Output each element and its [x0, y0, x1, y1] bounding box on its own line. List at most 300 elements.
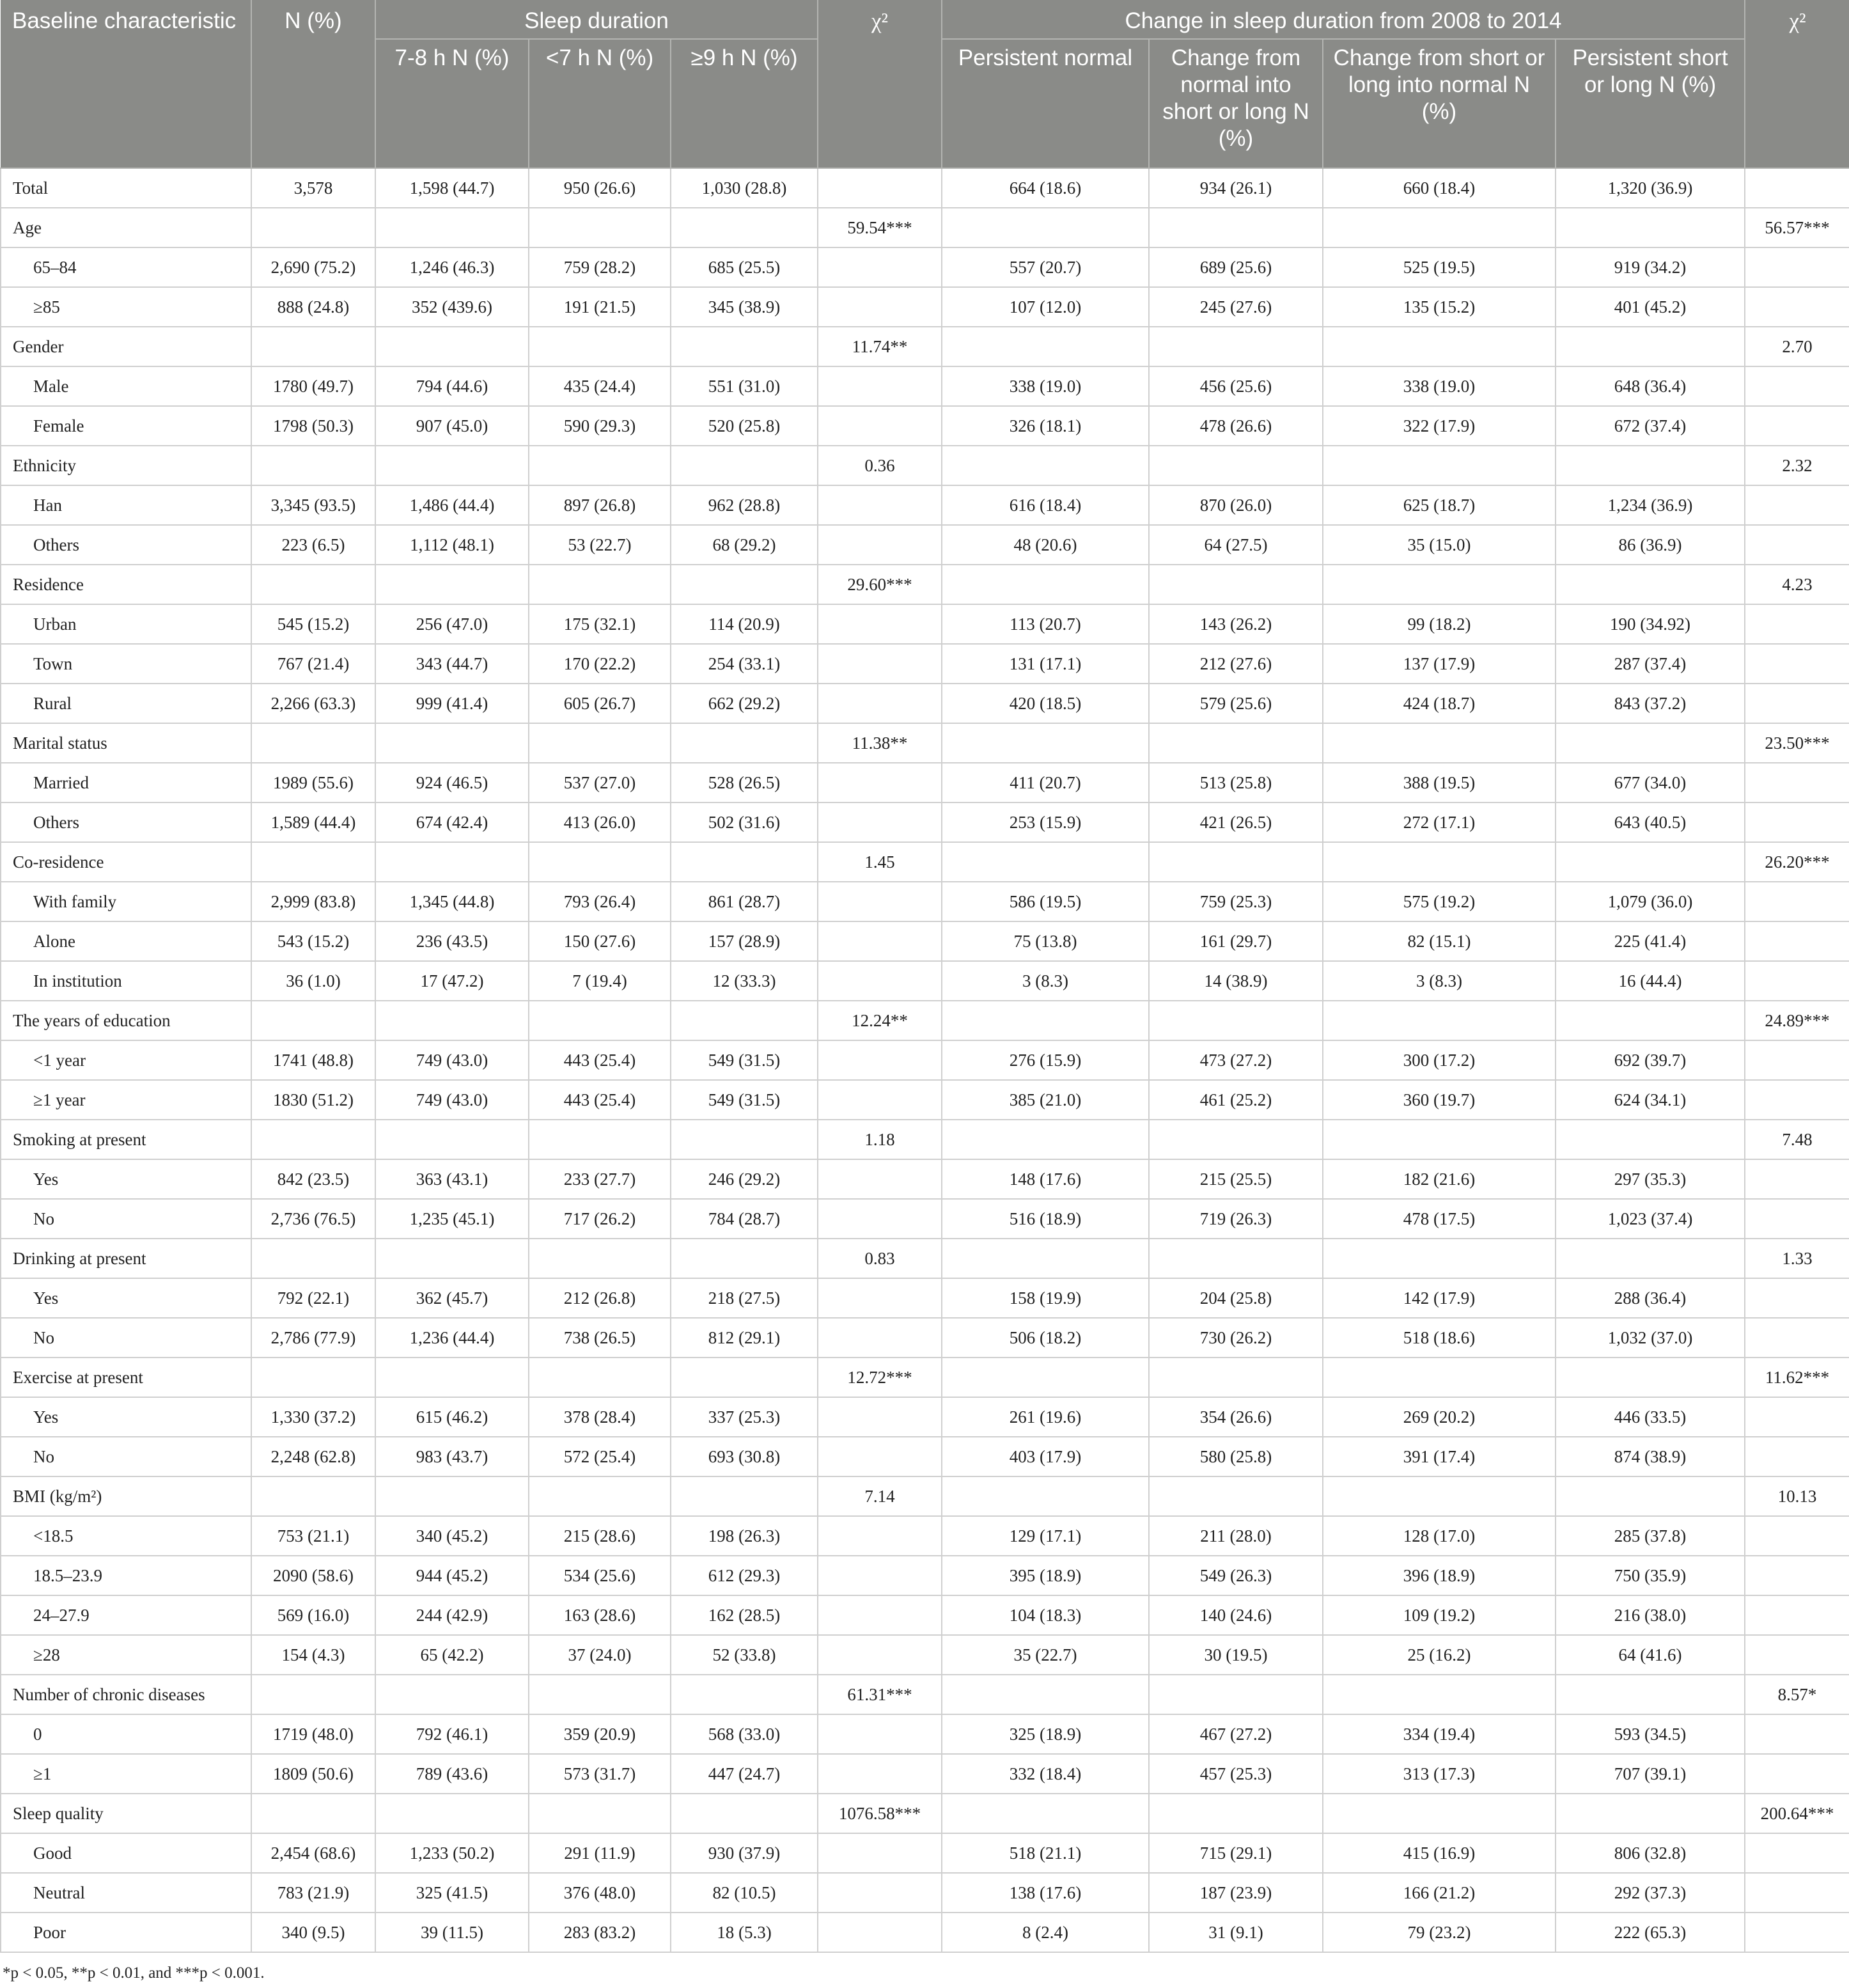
- cell-persistent-normal: [942, 1476, 1149, 1516]
- cell-n-pct: 340 (9.5): [251, 1913, 375, 1952]
- cell-sd-7-8h: [375, 1476, 529, 1516]
- cell-sd-lt7h: 717 (26.2): [529, 1199, 671, 1239]
- cell-normal-to-short-long: 730 (26.2): [1149, 1318, 1323, 1358]
- cell-persistent-short-long: 285 (37.8): [1556, 1516, 1745, 1556]
- cell-sd-ge9h: 157 (28.9): [671, 921, 818, 961]
- cell-sd-ge9h: 447 (24.7): [671, 1754, 818, 1794]
- table-row: [1, 406, 1849, 446]
- table-row: [1, 485, 1849, 525]
- table-row: [1, 1199, 1849, 1239]
- row-label: Number of chronic diseases: [1, 1675, 251, 1714]
- cell-sd-ge9h: 12 (33.3): [671, 961, 818, 1001]
- cell-persistent-short-long: [1556, 1239, 1745, 1278]
- cell-persistent-normal: 261 (19.6): [942, 1397, 1149, 1437]
- cell-persistent-normal: [942, 208, 1149, 247]
- cell-chi2-sleep: [818, 287, 942, 327]
- cell-sd-ge9h: 784 (28.7): [671, 1199, 818, 1239]
- cell-normal-to-short-long: 478 (26.6): [1149, 406, 1323, 446]
- cell-chi2-change: [1745, 525, 1849, 565]
- cell-persistent-short-long: 16 (44.4): [1556, 961, 1745, 1001]
- cell-chi2-change: [1745, 1595, 1849, 1635]
- cell-chi2-change: [1745, 684, 1849, 723]
- row-label: Alone: [1, 921, 251, 961]
- row-label: Others: [1, 802, 251, 842]
- category-row: [1, 565, 1849, 604]
- cell-chi2-change: 1.33: [1745, 1239, 1849, 1278]
- cell-persistent-normal: 332 (18.4): [942, 1754, 1149, 1794]
- cell-chi2-change: [1745, 882, 1849, 921]
- cell-chi2-change: [1745, 1080, 1849, 1120]
- row-label: Sleep quality: [1, 1794, 251, 1833]
- cell-normal-to-short-long: 161 (29.7): [1149, 921, 1323, 961]
- cell-sd-7-8h: 944 (45.2): [375, 1556, 529, 1595]
- header-sd-lt7h: <7 h N (%): [529, 39, 671, 168]
- cell-sd-lt7h: 435 (24.4): [529, 366, 671, 406]
- cell-persistent-short-long: 297 (35.3): [1556, 1159, 1745, 1199]
- cell-normal-to-short-long: 549 (26.3): [1149, 1556, 1323, 1595]
- cell-n-pct: [251, 723, 375, 763]
- cell-sd-lt7h: [529, 1001, 671, 1040]
- cell-short-long-to-normal: 79 (23.2): [1323, 1913, 1556, 1952]
- cell-sd-lt7h: 212 (26.8): [529, 1278, 671, 1318]
- cell-normal-to-short-long: 870 (26.0): [1149, 485, 1323, 525]
- cell-persistent-short-long: 216 (38.0): [1556, 1595, 1745, 1635]
- cell-chi2-change: [1745, 485, 1849, 525]
- cell-persistent-normal: [942, 1675, 1149, 1714]
- table-row: [1, 1635, 1849, 1675]
- cell-persistent-normal: 325 (18.9): [942, 1714, 1149, 1754]
- cell-normal-to-short-long: 215 (25.5): [1149, 1159, 1323, 1199]
- cell-n-pct: 1719 (48.0): [251, 1714, 375, 1754]
- cell-chi2-sleep: [818, 604, 942, 644]
- cell-persistent-short-long: 292 (37.3): [1556, 1873, 1745, 1913]
- cell-n-pct: 767 (21.4): [251, 644, 375, 684]
- cell-persistent-normal: 385 (21.0): [942, 1080, 1149, 1120]
- cell-n-pct: [251, 446, 375, 485]
- cell-chi2-sleep: [818, 1437, 942, 1476]
- cell-normal-to-short-long: [1149, 1001, 1323, 1040]
- cell-sd-ge9h: [671, 208, 818, 247]
- cell-short-long-to-normal: 166 (21.2): [1323, 1873, 1556, 1913]
- row-label: Co-residence: [1, 842, 251, 882]
- category-row: [1, 1794, 1849, 1833]
- cell-sd-7-8h: 792 (46.1): [375, 1714, 529, 1754]
- row-label: Neutral: [1, 1873, 251, 1913]
- cell-sd-lt7h: 413 (26.0): [529, 802, 671, 842]
- cell-persistent-short-long: [1556, 1358, 1745, 1397]
- cell-persistent-short-long: 1,234 (36.9): [1556, 485, 1745, 525]
- cell-sd-lt7h: [529, 1358, 671, 1397]
- cell-chi2-change: [1745, 961, 1849, 1001]
- header-n-pct: N (%): [251, 0, 375, 168]
- cell-persistent-normal: 586 (19.5): [942, 882, 1149, 921]
- row-label: ≥1: [1, 1754, 251, 1794]
- cell-n-pct: 842 (23.5): [251, 1159, 375, 1199]
- cell-persistent-normal: [942, 1358, 1149, 1397]
- cell-persistent-short-long: 750 (35.9): [1556, 1556, 1745, 1595]
- cell-sd-lt7h: 950 (26.6): [529, 168, 671, 208]
- cell-short-long-to-normal: 360 (19.7): [1323, 1080, 1556, 1120]
- cell-chi2-sleep: [818, 1040, 942, 1080]
- cell-persistent-short-long: [1556, 1476, 1745, 1516]
- cell-normal-to-short-long: 354 (26.6): [1149, 1397, 1323, 1437]
- cell-sd-7-8h: [375, 327, 529, 366]
- cell-normal-to-short-long: 759 (25.3): [1149, 882, 1323, 921]
- cell-chi2-sleep: [818, 763, 942, 802]
- cell-sd-lt7h: 7 (19.4): [529, 961, 671, 1001]
- table-row: [1, 287, 1849, 327]
- cell-n-pct: 569 (16.0): [251, 1595, 375, 1635]
- cell-sd-7-8h: 615 (46.2): [375, 1397, 529, 1437]
- cell-normal-to-short-long: 245 (27.6): [1149, 287, 1323, 327]
- cell-normal-to-short-long: 14 (38.9): [1149, 961, 1323, 1001]
- cell-chi2-sleep: [818, 406, 942, 446]
- table-row: [1, 1833, 1849, 1873]
- cell-chi2-change: [1745, 1318, 1849, 1358]
- cell-persistent-normal: 338 (19.0): [942, 366, 1149, 406]
- cell-persistent-short-long: 190 (34.92): [1556, 604, 1745, 644]
- cell-n-pct: 888 (24.8): [251, 287, 375, 327]
- cell-sd-lt7h: [529, 1476, 671, 1516]
- row-label: <18.5: [1, 1516, 251, 1556]
- cell-n-pct: 36 (1.0): [251, 961, 375, 1001]
- row-label: Town: [1, 644, 251, 684]
- cell-normal-to-short-long: [1149, 208, 1323, 247]
- cell-short-long-to-normal: 182 (21.6): [1323, 1159, 1556, 1199]
- cell-chi2-change: 11.62***: [1745, 1358, 1849, 1397]
- cell-sd-7-8h: [375, 208, 529, 247]
- table-row: [1, 525, 1849, 565]
- cell-sd-ge9h: 254 (33.1): [671, 644, 818, 684]
- cell-chi2-change: [1745, 287, 1849, 327]
- cell-persistent-short-long: 919 (34.2): [1556, 247, 1745, 287]
- cell-chi2-sleep: 1.45: [818, 842, 942, 882]
- row-label: Han: [1, 485, 251, 525]
- cell-short-long-to-normal: 334 (19.4): [1323, 1714, 1556, 1754]
- cell-persistent-short-long: 1,023 (37.4): [1556, 1199, 1745, 1239]
- table-row: [1, 604, 1849, 644]
- row-label: <1 year: [1, 1040, 251, 1080]
- cell-sd-7-8h: [375, 1239, 529, 1278]
- cell-persistent-short-long: [1556, 327, 1745, 366]
- cell-sd-7-8h: [375, 1001, 529, 1040]
- cell-persistent-normal: 664 (18.6): [942, 168, 1149, 208]
- row-label: BMI (kg/m²): [1, 1476, 251, 1516]
- cell-persistent-normal: 616 (18.4): [942, 485, 1149, 525]
- cell-normal-to-short-long: 461 (25.2): [1149, 1080, 1323, 1120]
- cell-persistent-normal: [942, 1794, 1149, 1833]
- row-label: Residence: [1, 565, 251, 604]
- cell-chi2-sleep: [818, 1278, 942, 1318]
- cell-sd-7-8h: 343 (44.7): [375, 644, 529, 684]
- row-label: 65–84: [1, 247, 251, 287]
- cell-normal-to-short-long: 457 (25.3): [1149, 1754, 1323, 1794]
- cell-sd-7-8h: 983 (43.7): [375, 1437, 529, 1476]
- cell-sd-7-8h: 39 (11.5): [375, 1913, 529, 1952]
- cell-persistent-short-long: [1556, 1794, 1745, 1833]
- row-label: Poor: [1, 1913, 251, 1952]
- cell-normal-to-short-long: 211 (28.0): [1149, 1516, 1323, 1556]
- cell-persistent-normal: 48 (20.6): [942, 525, 1149, 565]
- cell-short-long-to-normal: 128 (17.0): [1323, 1516, 1556, 1556]
- header-normal-to-short-long: Change from normal into short or long N (%): [1149, 39, 1323, 168]
- category-row: [1, 842, 1849, 882]
- cell-sd-7-8h: 236 (43.5): [375, 921, 529, 961]
- cell-sd-7-8h: 999 (41.4): [375, 684, 529, 723]
- cell-chi2-change: [1745, 1556, 1849, 1595]
- cell-sd-lt7h: 53 (22.7): [529, 525, 671, 565]
- cell-n-pct: [251, 565, 375, 604]
- cell-sd-ge9h: [671, 1358, 818, 1397]
- cell-chi2-change: [1745, 802, 1849, 842]
- cell-short-long-to-normal: [1323, 565, 1556, 604]
- cell-sd-7-8h: [375, 1120, 529, 1159]
- header-sd-7-8h: 7-8 h N (%): [375, 39, 529, 168]
- cell-chi2-sleep: [818, 1635, 942, 1675]
- table-row: [1, 1556, 1849, 1595]
- cell-normal-to-short-long: 456 (25.6): [1149, 366, 1323, 406]
- row-label: Urban: [1, 604, 251, 644]
- cell-sd-7-8h: 256 (47.0): [375, 604, 529, 644]
- cell-persistent-short-long: 1,079 (36.0): [1556, 882, 1745, 921]
- cell-sd-lt7h: 443 (25.4): [529, 1080, 671, 1120]
- cell-chi2-change: [1745, 406, 1849, 446]
- table-row: [1, 1873, 1849, 1913]
- cell-sd-ge9h: 520 (25.8): [671, 406, 818, 446]
- cell-short-long-to-normal: 575 (19.2): [1323, 882, 1556, 921]
- cell-persistent-normal: 35 (22.7): [942, 1635, 1149, 1675]
- table-row: [1, 921, 1849, 961]
- cell-short-long-to-normal: 625 (18.7): [1323, 485, 1556, 525]
- cell-persistent-short-long: 446 (33.5): [1556, 1397, 1745, 1437]
- cell-n-pct: [251, 1358, 375, 1397]
- cell-normal-to-short-long: [1149, 723, 1323, 763]
- cell-persistent-normal: 107 (12.0): [942, 287, 1149, 327]
- cell-chi2-sleep: [818, 644, 942, 684]
- row-label: No: [1, 1318, 251, 1358]
- cell-short-long-to-normal: 35 (15.0): [1323, 525, 1556, 565]
- cell-sd-7-8h: 1,236 (44.4): [375, 1318, 529, 1358]
- cell-sd-lt7h: 573 (31.7): [529, 1754, 671, 1794]
- cell-persistent-normal: 420 (18.5): [942, 684, 1149, 723]
- row-label: 0: [1, 1714, 251, 1754]
- cell-persistent-short-long: 1,320 (36.9): [1556, 168, 1745, 208]
- cell-n-pct: 2090 (58.6): [251, 1556, 375, 1595]
- cell-short-long-to-normal: 424 (18.7): [1323, 684, 1556, 723]
- cell-n-pct: 1809 (50.6): [251, 1754, 375, 1794]
- category-row: [1, 327, 1849, 366]
- cell-sd-ge9h: 246 (29.2): [671, 1159, 818, 1199]
- cell-sd-ge9h: [671, 327, 818, 366]
- cell-persistent-normal: [942, 446, 1149, 485]
- cell-sd-lt7h: 537 (27.0): [529, 763, 671, 802]
- cell-persistent-normal: 158 (19.9): [942, 1278, 1149, 1318]
- cell-chi2-change: [1745, 1873, 1849, 1913]
- cell-persistent-short-long: 593 (34.5): [1556, 1714, 1745, 1754]
- table-body: [1, 168, 1849, 1952]
- cell-n-pct: 3,345 (93.5): [251, 485, 375, 525]
- row-label: ≥85: [1, 287, 251, 327]
- cell-sd-lt7h: [529, 208, 671, 247]
- cell-sd-7-8h: [375, 1358, 529, 1397]
- row-label: Ethnicity: [1, 446, 251, 485]
- cell-sd-7-8h: [375, 446, 529, 485]
- cell-persistent-normal: 138 (17.6): [942, 1873, 1149, 1913]
- cell-sd-ge9h: 82 (10.5): [671, 1873, 818, 1913]
- cell-chi2-change: 26.20***: [1745, 842, 1849, 882]
- cell-sd-7-8h: [375, 1794, 529, 1833]
- cell-sd-lt7h: 170 (22.2): [529, 644, 671, 684]
- table-row: [1, 763, 1849, 802]
- cell-sd-lt7h: 793 (26.4): [529, 882, 671, 921]
- cell-chi2-change: [1745, 1437, 1849, 1476]
- header-chi2-change: χ²: [1745, 0, 1849, 168]
- cell-sd-7-8h: 794 (44.6): [375, 366, 529, 406]
- cell-short-long-to-normal: 388 (19.5): [1323, 763, 1556, 802]
- cell-sd-7-8h: 244 (42.9): [375, 1595, 529, 1635]
- cell-persistent-normal: 131 (17.1): [942, 644, 1149, 684]
- cell-persistent-short-long: 677 (34.0): [1556, 763, 1745, 802]
- cell-normal-to-short-long: 467 (27.2): [1149, 1714, 1323, 1754]
- cell-chi2-change: [1745, 921, 1849, 961]
- cell-persistent-short-long: 401 (45.2): [1556, 287, 1745, 327]
- cell-chi2-sleep: [818, 1873, 942, 1913]
- cell-n-pct: [251, 1476, 375, 1516]
- table-row: [1, 802, 1849, 842]
- cell-short-long-to-normal: 525 (19.5): [1323, 247, 1556, 287]
- cell-persistent-short-long: 288 (36.4): [1556, 1278, 1745, 1318]
- header-sd-ge9h: ≥9 h N (%): [671, 39, 818, 168]
- cell-normal-to-short-long: 579 (25.6): [1149, 684, 1323, 723]
- table-row: [1, 247, 1849, 287]
- header-short-long-to-normal: Change from short or long into normal N (%): [1323, 39, 1556, 168]
- cell-persistent-normal: 403 (17.9): [942, 1437, 1149, 1476]
- cell-chi2-sleep: [818, 1595, 942, 1635]
- cell-chi2-sleep: 12.72***: [818, 1358, 942, 1397]
- cell-persistent-short-long: 806 (32.8): [1556, 1833, 1745, 1873]
- cell-persistent-normal: 75 (13.8): [942, 921, 1149, 961]
- table-row: [1, 644, 1849, 684]
- cell-chi2-sleep: 0.36: [818, 446, 942, 485]
- cell-sd-7-8h: 352 (439.6): [375, 287, 529, 327]
- cell-short-long-to-normal: [1323, 1358, 1556, 1397]
- row-label: In institution: [1, 961, 251, 1001]
- cell-short-long-to-normal: [1323, 1120, 1556, 1159]
- cell-normal-to-short-long: 689 (25.6): [1149, 247, 1323, 287]
- cell-short-long-to-normal: [1323, 1476, 1556, 1516]
- cell-n-pct: 1,589 (44.4): [251, 802, 375, 842]
- row-label: Gender: [1, 327, 251, 366]
- table-row: [1, 1159, 1849, 1199]
- cell-sd-lt7h: [529, 842, 671, 882]
- cell-chi2-sleep: [818, 1714, 942, 1754]
- category-row: [1, 1120, 1849, 1159]
- cell-persistent-normal: 276 (15.9): [942, 1040, 1149, 1080]
- cell-persistent-normal: 411 (20.7): [942, 763, 1149, 802]
- cell-chi2-sleep: 1.18: [818, 1120, 942, 1159]
- table-row: [1, 1913, 1849, 1952]
- cell-n-pct: 2,248 (62.8): [251, 1437, 375, 1476]
- cell-sd-7-8h: 1,235 (45.1): [375, 1199, 529, 1239]
- cell-short-long-to-normal: 415 (16.9): [1323, 1833, 1556, 1873]
- cell-short-long-to-normal: [1323, 327, 1556, 366]
- cell-sd-lt7h: [529, 1120, 671, 1159]
- cell-short-long-to-normal: 137 (17.9): [1323, 644, 1556, 684]
- category-row: [1, 723, 1849, 763]
- cell-n-pct: 223 (6.5): [251, 525, 375, 565]
- cell-sd-ge9h: 337 (25.3): [671, 1397, 818, 1437]
- cell-chi2-sleep: [818, 1159, 942, 1199]
- cell-chi2-change: [1745, 1714, 1849, 1754]
- cell-sd-7-8h: 789 (43.6): [375, 1754, 529, 1794]
- cell-n-pct: 3,578: [251, 168, 375, 208]
- cell-chi2-change: 23.50***: [1745, 723, 1849, 763]
- category-row: [1, 208, 1849, 247]
- cell-normal-to-short-long: 30 (19.5): [1149, 1635, 1323, 1675]
- cell-chi2-change: [1745, 1040, 1849, 1080]
- cell-n-pct: 2,266 (63.3): [251, 684, 375, 723]
- cell-n-pct: 2,736 (76.5): [251, 1199, 375, 1239]
- cell-sd-lt7h: 897 (26.8): [529, 485, 671, 525]
- cell-normal-to-short-long: 212 (27.6): [1149, 644, 1323, 684]
- cell-sd-lt7h: 175 (32.1): [529, 604, 671, 644]
- cell-persistent-normal: 129 (17.1): [942, 1516, 1149, 1556]
- table-row: [1, 684, 1849, 723]
- cell-chi2-change: 24.89***: [1745, 1001, 1849, 1040]
- cell-persistent-short-long: 222 (65.3): [1556, 1913, 1745, 1952]
- cell-persistent-normal: 395 (18.9): [942, 1556, 1149, 1595]
- cell-short-long-to-normal: [1323, 1239, 1556, 1278]
- cell-sd-ge9h: [671, 1476, 818, 1516]
- category-row: [1, 1675, 1849, 1714]
- cell-sd-ge9h: 812 (29.1): [671, 1318, 818, 1358]
- header-persistent-normal: Persistent normal: [942, 39, 1149, 168]
- row-label: Rural: [1, 684, 251, 723]
- cell-chi2-sleep: [818, 1080, 942, 1120]
- cell-sd-lt7h: 233 (27.7): [529, 1159, 671, 1199]
- cell-normal-to-short-long: [1149, 1476, 1323, 1516]
- cell-sd-lt7h: [529, 446, 671, 485]
- cell-normal-to-short-long: 143 (26.2): [1149, 604, 1323, 644]
- cell-chi2-change: [1745, 168, 1849, 208]
- row-label: Yes: [1, 1159, 251, 1199]
- cell-normal-to-short-long: 140 (24.6): [1149, 1595, 1323, 1635]
- cell-persistent-short-long: 692 (39.7): [1556, 1040, 1745, 1080]
- cell-n-pct: 1780 (49.7): [251, 366, 375, 406]
- row-label: Yes: [1, 1278, 251, 1318]
- cell-chi2-sleep: [818, 1397, 942, 1437]
- cell-persistent-short-long: 64 (41.6): [1556, 1635, 1745, 1675]
- category-row: [1, 1476, 1849, 1516]
- cell-chi2-change: 10.13: [1745, 1476, 1849, 1516]
- cell-n-pct: 2,690 (75.2): [251, 247, 375, 287]
- cell-short-long-to-normal: 313 (17.3): [1323, 1754, 1556, 1794]
- cell-sd-lt7h: 534 (25.6): [529, 1556, 671, 1595]
- cell-sd-lt7h: 191 (21.5): [529, 287, 671, 327]
- cell-sd-lt7h: 283 (83.2): [529, 1913, 671, 1952]
- cell-persistent-short-long: [1556, 842, 1745, 882]
- cell-short-long-to-normal: 518 (18.6): [1323, 1318, 1556, 1358]
- row-label: 18.5–23.9: [1, 1556, 251, 1595]
- table-header: [1, 0, 1849, 168]
- row-label: ≥28: [1, 1635, 251, 1675]
- cell-sd-ge9h: 162 (28.5): [671, 1595, 818, 1635]
- cell-persistent-short-long: 643 (40.5): [1556, 802, 1745, 842]
- cell-chi2-sleep: 1076.58***: [818, 1794, 942, 1833]
- cell-persistent-normal: 326 (18.1): [942, 406, 1149, 446]
- cell-sd-lt7h: [529, 1675, 671, 1714]
- cell-persistent-short-long: 648 (36.4): [1556, 366, 1745, 406]
